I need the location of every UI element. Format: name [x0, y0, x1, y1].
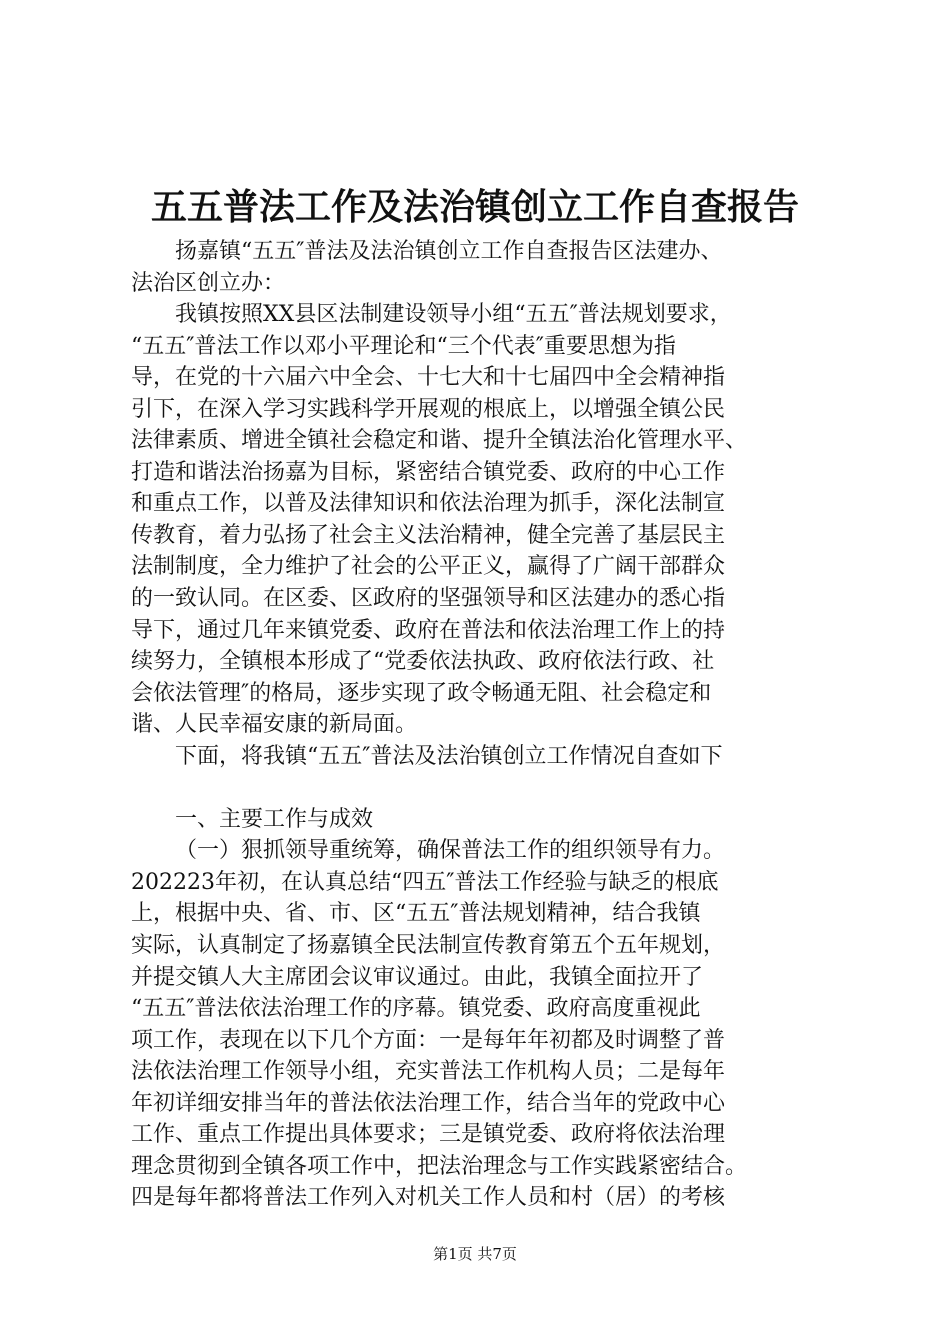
document-body: [131, 236, 831, 1214]
text-line: 谐、人民幸福安康的新局面。: [131, 712, 418, 738]
text-line: 传教育，着力弘扬了社会主义法治精神，健全完善了基层民主: [131, 522, 726, 548]
text-line: 打造和谐法治扬嘉为目标，紧密结合镇党委、政府的中心工作: [131, 459, 726, 485]
text-line: 法律素质、增进全镇社会稳定和谐、提升全镇法治化管理水平、: [131, 428, 748, 454]
text-line: 四是每年都将普法工作列入对机关工作人员和村（居）的考核: [131, 1185, 726, 1211]
text-line: 法治区创立办：: [131, 270, 286, 296]
text-line: 导，在党的十六届六中全会、十七大和十七届四中全会精神指: [131, 365, 726, 391]
document-title: 五五普法工作及法治镇创立工作自查报告: [150, 186, 799, 228]
text-line: 法制制度，全力维护了社会的公平正义，赢得了广阔干部群众: [131, 554, 726, 580]
text-line: 和重点工作，以普及法律知识和依法治理为抓手，深化法制宣: [131, 491, 726, 517]
text-line: 实际，认真制定了扬嘉镇全民法制宣传教育第五个五年规划，: [131, 933, 726, 959]
text-line: （一）狠抓领导重统筹，确保普法工作的组织领导有力。: [175, 838, 726, 864]
text-line: 项工作，表现在以下几个方面：一是每年年初都及时调整了普: [131, 1027, 726, 1053]
text-line: 的一致认同。在区委、区政府的坚强领导和区法建办的悉心指: [131, 586, 726, 612]
page-footer: 第1页 共7页: [433, 1245, 517, 1263]
text-line: 并提交镇人大主席团会议审议通过。由此，我镇全面拉开了: [131, 964, 704, 990]
text-line: 扬嘉镇“五五″普法及法治镇创立工作自查报告区法建办、: [175, 239, 723, 264]
text-line: 下面，将我镇“五五″普法及法治镇创立工作情况自查如下: [175, 743, 723, 769]
text-line: 会依法管理″的格局，逐步实现了政令畅通无阻、社会稳定和: [131, 680, 712, 706]
text-line: 一、主要工作与成效: [175, 806, 374, 832]
text-line: 法依法治理工作领导小组，充实普法工作机构人员；二是每年: [131, 1059, 726, 1085]
text-line: “五五″普法依法治理工作的序幕。镇党委、政府高度重视此: [131, 996, 701, 1022]
text-line: 上，根据中央、省、市、区“五五″普法规划精神，结合我镇: [131, 901, 701, 927]
text-line: 我镇按照XX县区法制建设领导小组“五五″普法规划要求，: [175, 302, 732, 328]
text-line: 工作、重点工作提出具体要求；三是镇党委、政府将依法治理: [131, 1122, 726, 1148]
text-line: 年初详细安排当年的普法依法治理工作，结合当年的党政中心: [131, 1090, 726, 1116]
text-line: “五五″普法工作以邓小平理论和“三个代表″重要思想为指: [131, 333, 676, 359]
text-line: 引下，在深入学习实践科学开展观的根底上，以增强全镇公民: [131, 396, 726, 422]
text-line: [131, 772, 831, 804]
text-line: 导下，通过几年来镇党委、政府在普法和依法治理工作上的持: [131, 617, 726, 643]
text-line: 202223年初，在认真总结“四五″普法工作经验与缺乏的根底: [131, 869, 719, 895]
text-line: 续努力，全镇根本形成了“党委依法执政、政府依法行政、社: [131, 649, 715, 675]
text-line: 理念贯彻到全镇各项工作中，把法治理念与工作实践紧密结合。: [131, 1153, 748, 1179]
